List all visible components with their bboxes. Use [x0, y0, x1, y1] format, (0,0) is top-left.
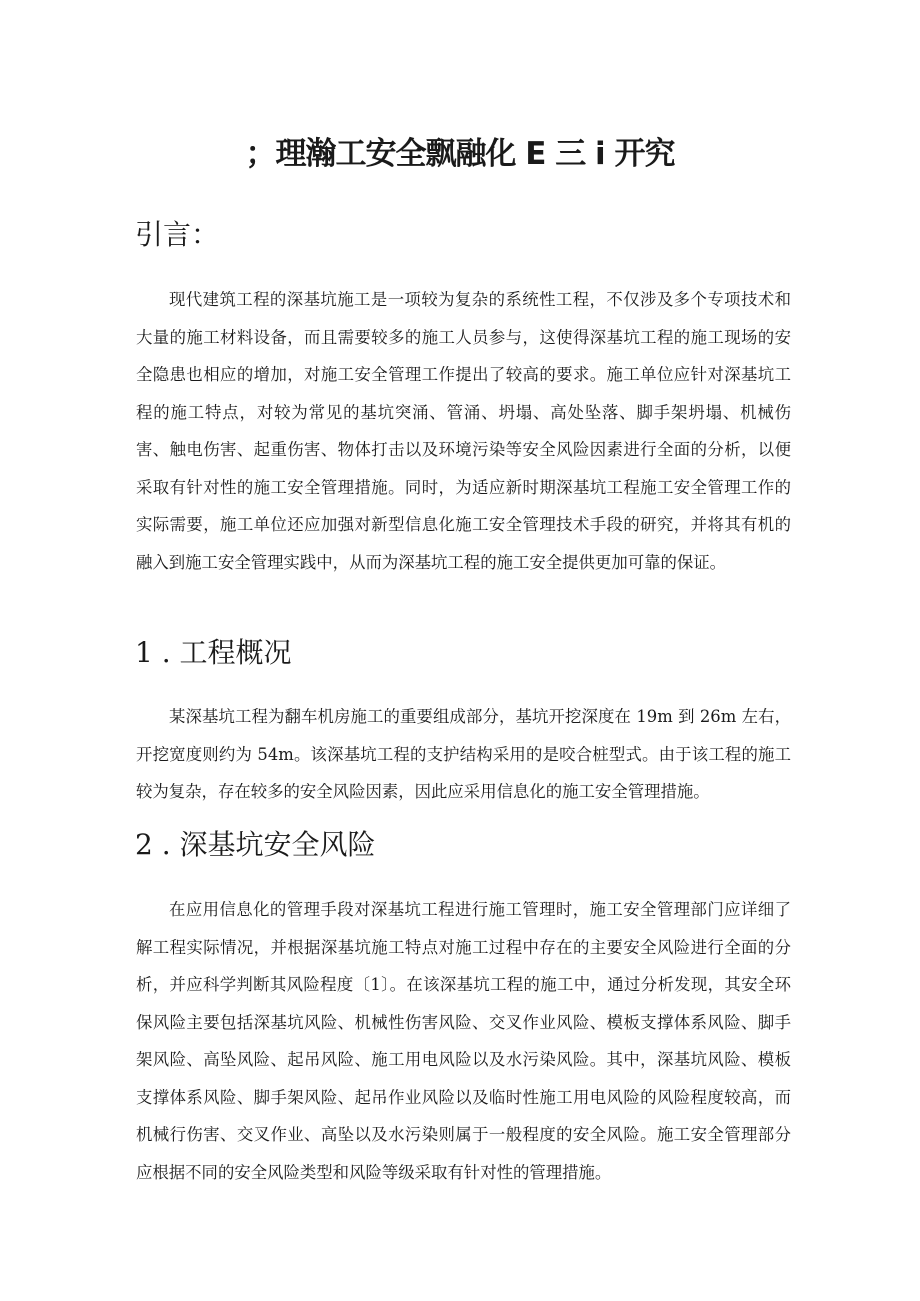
intro-paragraph: 现代建筑工程的深基坑施工是一项较为复杂的系统性工程，不仅涉及多个专项技术和大量的施工材料设备，而且需要较多的施工人员参与，这使得深基坑工程的施工现场的安全隐患也相应的增加，对施工安全管理工作提出了较高的要求。施工单位应针对深基坑工程的施工特点，对较为常见的基坑突涌、管涌、坍塌、高处坠落、脚手架坍塌、机械伤害、触电伤害、起重伤害、物体打击以及环境污染等安全风险因素进行全面的分析，以便采取有针对性的施工安全管理措施。同时，为适应新时期深基坑工程施工安全管理工作的实际需要，施工单位还应加强对新型信息化施工安全管理技术手段的研究，并将其有机的融入到施工安全管理实践中，从而为深基坑工程的施工安全提供更加可靠的保证。	[136, 290, 791, 572]
document-title: ；理瀚工安全飘融化 E 三 i 开究	[245, 136, 675, 172]
intro-heading: 引言：	[135, 218, 220, 251]
section-2-paragraph: 在应用信息化的管理手段对深基坑工程进行施工管理时，施工安全管理部门应详细了解工程实际情况，并根据深基坑施工特点对施工过程中存在的主要安全风险进行全面的分析，并应科学判断其风险程度〔1〕。在该深基坑工程的施工中，通过分析发现，其安全环保风险主要包括深基坑风险、机械性伤害风险、交叉作业风险、模板支撑体系风险、脚手架风险、高坠风险、起吊风险、施工用电风险以及水污染风险。其中，深基坑风险、模板支撑体系风险、脚手架风险、起吊作业风险以及临时性施工用电风险的风险程度较高，而机械行伤害、交叉作业、高坠以及水污染则属于一般程度的安全风险。施工安全管理部分应根据不同的安全风险类型和风险等级采取有针对性的管理措施。	[136, 900, 791, 1182]
section-2-heading: 2 . 深基坑安全风险	[135, 828, 376, 861]
section-1-heading: 1 . 工程概况	[135, 636, 292, 669]
section-1-paragraph: 某深基坑工程为翻车机房施工的重要组成部分，基坑开挖深度在 19m 到 26m 左右，开挖宽度则约为 54m。该深基坑工程的支护结构采用的是咬合桩型式。由于该工程的施工较为复杂，存在较多的安全风险因素，因此应采用信息化的施工安全管理措施。	[136, 707, 791, 801]
